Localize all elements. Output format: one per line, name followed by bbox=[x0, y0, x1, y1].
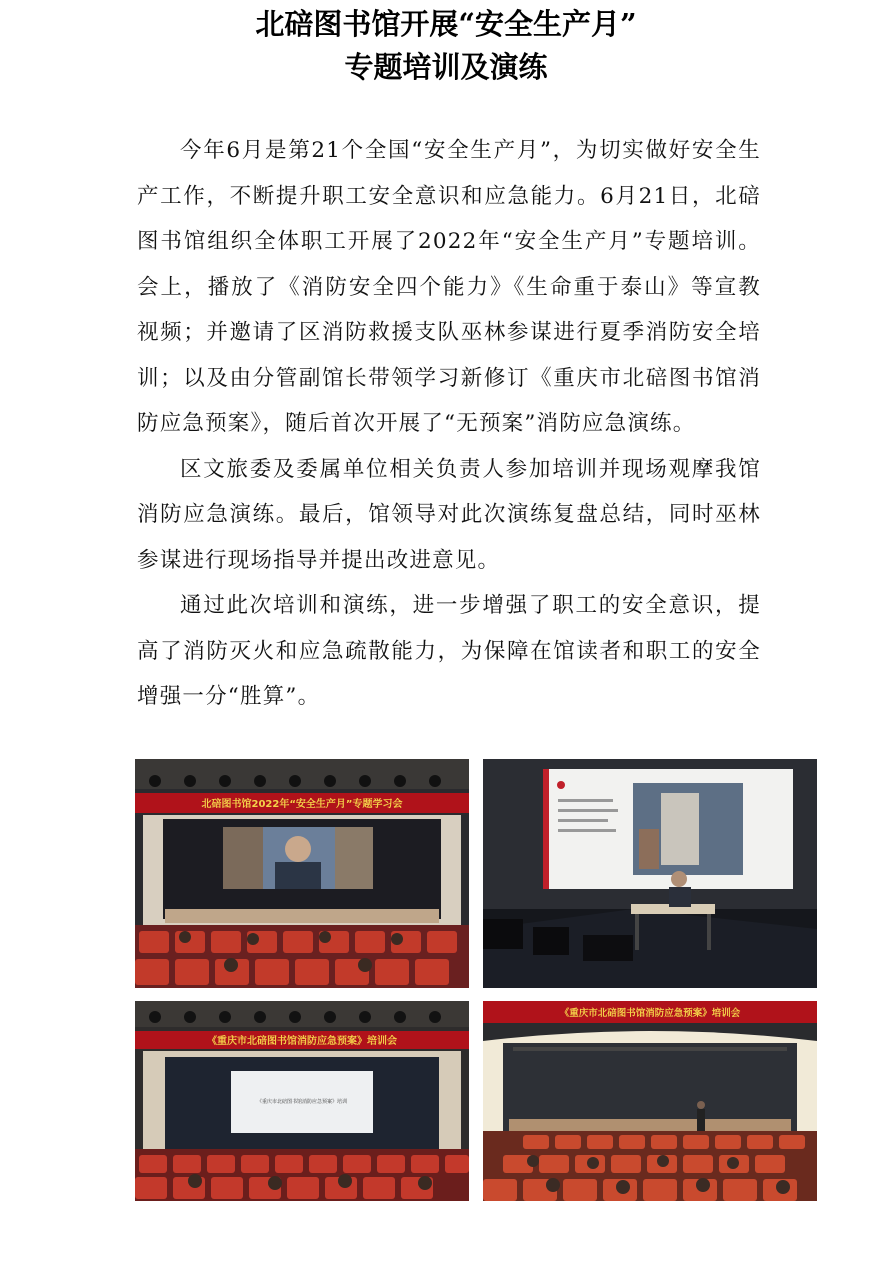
photo-4-banner: 《重庆市北碚图书馆消防应急预案》培训会 bbox=[559, 1008, 741, 1019]
paragraph-1: 今年6月是第21个全国“安全生产月”，为切实做好安全生产工作，不断提升职工安全意识和应急能力。6月21日，北碚图书馆组织全体职工开展了2022年“安全生产月”专题培训。会上，播放了《消防安全四个能力》《生命重于泰山》等宣教视频；并邀请了区消防救援支队巫林参谋进行夏季消防安全培训；以及由分管副馆长带领学习新修订《重庆市北碚图书馆消防应急预案》，随后首次开展了“无预案”消防应急演练。 bbox=[137, 138, 761, 436]
photo-4-image bbox=[483, 1001, 817, 1201]
photo-stage-lecture bbox=[483, 759, 817, 988]
photo-1-image bbox=[135, 759, 469, 988]
photo-auditorium-video bbox=[135, 759, 469, 988]
photo-auditorium-wide bbox=[483, 1001, 817, 1201]
paragraph-2: 区文旅委及委属单位相关负责人参加培训并现场观摩我馆消防应急演练。最后，馆领导对此次演练复盘总结，同时巫林参谋进行现场指导并提出改进意见。 bbox=[137, 456, 761, 573]
title-line-1: 北碚图书馆开展“安全生产月” bbox=[255, 7, 637, 41]
photo-1-banner: 北碚图书馆2022年“安全生产月”专题学习会 bbox=[201, 799, 403, 810]
photo-training-session bbox=[135, 1001, 469, 1201]
photo-2-image bbox=[483, 759, 817, 988]
photo-3-image bbox=[135, 1001, 469, 1201]
photo-3-banner: 《重庆市北碚图书馆消防应急预案》培训会 bbox=[207, 1036, 397, 1047]
article-body bbox=[137, 128, 761, 720]
photo-3-screen-text: 《重庆市北碚图书馆消防应急预案》培训 bbox=[256, 1099, 348, 1105]
paragraph-3: 通过此次培训和演练，进一步增强了职工的安全意识，提高了消防灭火和应急疏散能力，为保障在馆读者和职工的安全增强一分“胜算”。 bbox=[137, 593, 761, 709]
title-line-2: 专题培训及演练 bbox=[344, 50, 548, 84]
